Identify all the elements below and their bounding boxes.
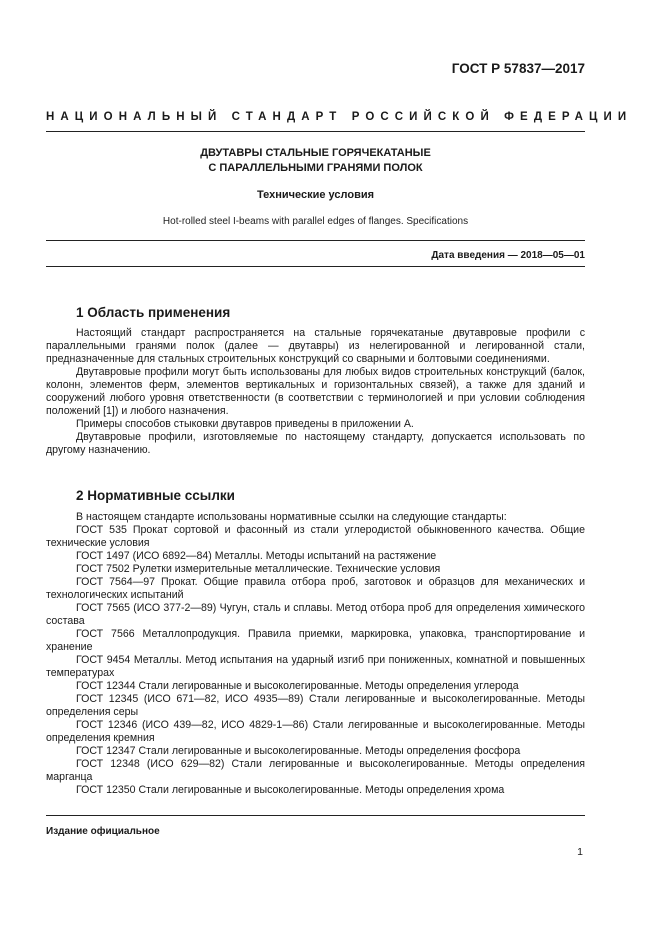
reference-item: ГОСТ 9454 Металлы. Метод испытания на ударный изгиб при пониженных, комнатной и повышенных температурах [46,654,585,679]
reference-item: ГОСТ 12348 (ИСО 629—82) Стали легированные и высоколегированные. Методы определения марганца [46,758,585,783]
title-line-2: С ПАРАЛЛЕЛЬНЫМИ ГРАНЯМИ ПОЛОК [208,162,423,174]
reference-item: ГОСТ 7502 Рулетки измерительные металлические. Технические условия [76,563,441,575]
divider-footer [46,815,585,816]
section-2-heading: 2 Нормативные ссылки [76,488,235,503]
document-subtitle: Технические условия [256,189,375,201]
paragraph: Настоящий стандарт распространяется на стальные горячекатаные двутавровые профили с параллельными гранями полок (далее — двутавры) из нелегированной и легированной стали, предназначенные для стальных строительных конструкций со сварными и болтовыми соединениями. [46,327,585,365]
reference-item: ГОСТ 7564—97 Прокат. Общие правила отбора проб, заготовок и образцов для механических и технологических испытаний [46,576,585,601]
document-title [46,146,585,176]
paragraph: Двутавровые профили могут быть использованы для любых видов строительных конструкций (балок, колонн, элементов ферм, элементов вертикальных и горизонтальных связей), а также для зданий и сооружений любого уровня ответственности (в соответствии с терминологией и при условии соблюдения положений [1]) и любого назначения. [46,366,585,417]
section-2-body [46,511,585,797]
introduction-date: Дата введения — 2018—05—01 [431,250,585,261]
reference-item: ГОСТ 7566 Металлопродукция. Правила приемки, маркировка, упаковка, транспортирование и хранение [46,628,585,653]
page-number: 1 [577,846,583,858]
section-1-heading: 1 Область применения [76,305,231,320]
reference-item: ГОСТ 1497 (ИСО 6892—84) Металлы. Методы испытаний на растяжение [76,550,437,562]
section-1-body [46,327,585,457]
reference-item: ГОСТ 535 Прокат сортовой и фасонный из стали углеродистой обыкновенного качества. Общие технические условия [46,524,585,549]
english-title: Hot-rolled steel I-beams with parallel edges of flanges. Specifications [162,216,469,227]
national-standard-heading: НАЦИОНАЛЬНЫЙ СТАНДАРТ РОССИЙСКОЙ ФЕДЕРАЦИИ [46,111,633,123]
document-code: ГОСТ Р 57837—2017 [451,61,585,76]
reference-item: ГОСТ 12346 (ИСО 439—82, ИСО 4829-1—86) Стали легированные и высоколегированные. Методы определения кремния [46,719,585,744]
references-intro: В настоящем стандарте использованы нормативные ссылки на следующие стандарты: [76,511,507,523]
official-edition-label: Издание официальное [46,826,160,837]
reference-item: ГОСТ 12350 Стали легированные и высоколегированные. Методы определения хрома [76,784,505,796]
reference-item: ГОСТ 12345 (ИСО 671—82, ИСО 4935—89) Стали легированные и высоколегированные. Методы определения серы [46,693,585,718]
divider-title [46,240,585,241]
reference-item: ГОСТ 7565 (ИСО 377-2—89) Чугун, сталь и сплавы. Метод отбора проб для определения химического состава [46,602,585,627]
divider-top [46,131,585,132]
title-line-1: ДВУТАВРЫ СТАЛЬНЫЕ ГОРЯЧЕКАТАНЫЕ [200,147,431,159]
reference-item: ГОСТ 12347 Стали легированные и высоколегированные. Методы определения фосфора [76,745,521,757]
divider-date [46,266,585,267]
reference-item: ГОСТ 12344 Стали легированные и высоколегированные. Методы определения углерода [76,680,519,692]
paragraph: Примеры способов стыковки двутавров приведены в приложении А. [76,418,414,430]
paragraph: Двутавровые профили, изготовляемые по настоящему стандарту, допускается использовать по другому назначению. [46,431,585,456]
